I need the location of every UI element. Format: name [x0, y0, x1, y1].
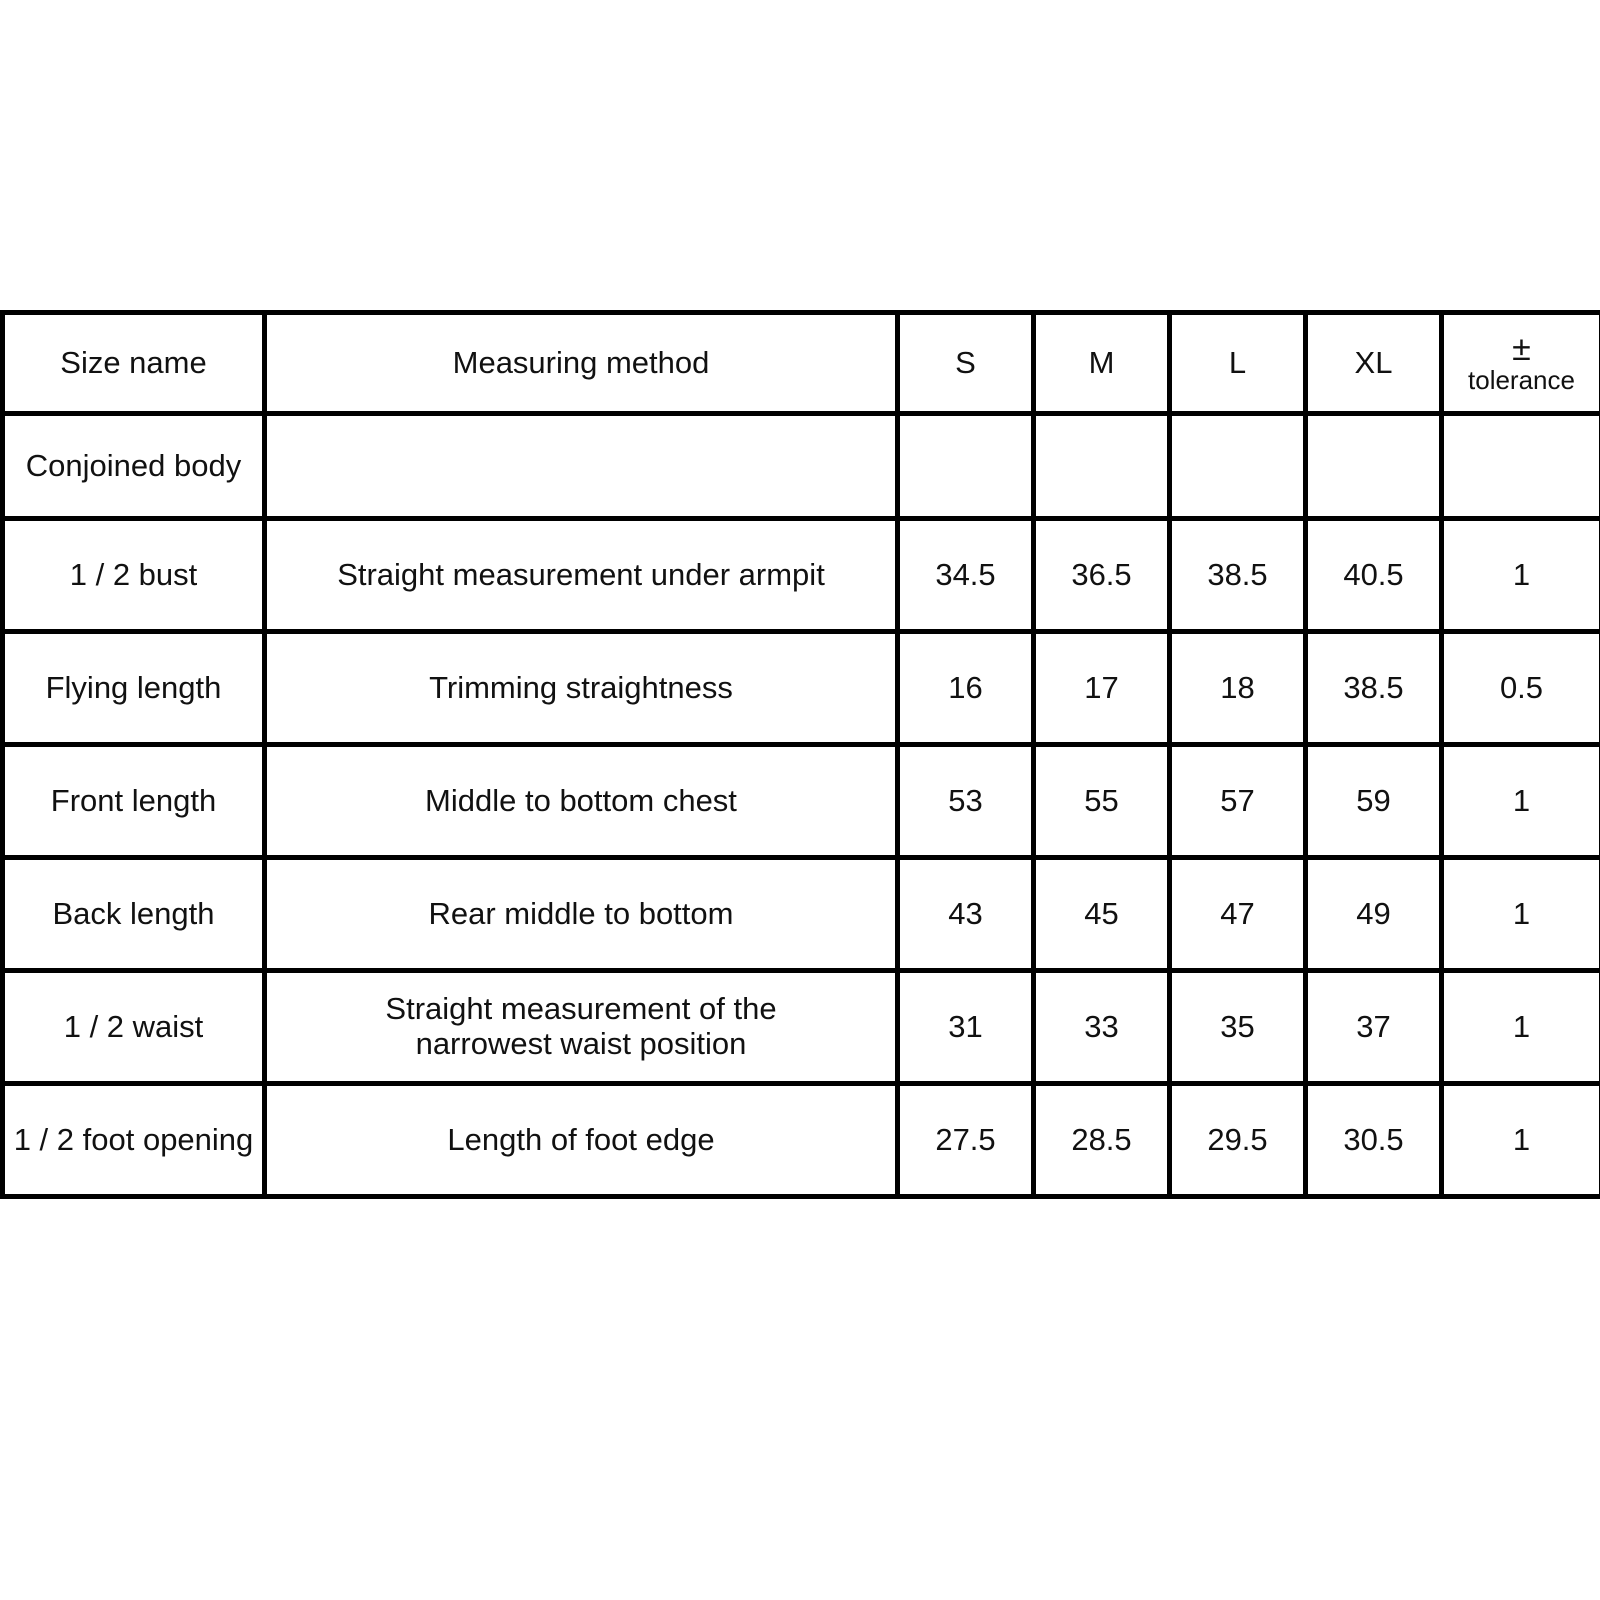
row-label-flying-length: Flying length	[3, 632, 265, 745]
row-value-m: 28.5	[1034, 1084, 1170, 1197]
plus-minus-icon: ±	[1512, 329, 1531, 368]
row-method-half-waist	[265, 971, 898, 1084]
row-tolerance: 0.5	[1442, 632, 1600, 745]
row-value-s: 31	[898, 971, 1034, 1084]
row-value-xl: 49	[1306, 858, 1442, 971]
table-row	[3, 745, 1600, 858]
row-tolerance: 1	[1442, 858, 1600, 971]
row-value-m: 36.5	[1034, 519, 1170, 632]
method-line-2: narrowest waist position	[415, 1026, 747, 1061]
tolerance-label: tolerance	[1468, 364, 1575, 395]
row-value-l: 35	[1170, 971, 1306, 1084]
row-value-m: 33	[1034, 971, 1170, 1084]
row-value-xl: 40.5	[1306, 519, 1442, 632]
row-value-l: 29.5	[1170, 1084, 1306, 1197]
row-method-flying-length: Trimming straightness	[265, 632, 898, 745]
header-tolerance	[1442, 313, 1600, 414]
row-value-s: 16	[898, 632, 1034, 745]
table-row	[3, 1084, 1600, 1197]
row-value-l: 18	[1170, 632, 1306, 745]
row-value-s: 43	[898, 858, 1034, 971]
header-measuring-method: Measuring method	[265, 313, 898, 414]
row-value-l: 38.5	[1170, 519, 1306, 632]
row-value-xl	[1306, 414, 1442, 519]
row-value-m: 55	[1034, 745, 1170, 858]
row-method-half-foot-opening: Length of foot edge	[265, 1084, 898, 1197]
row-value-m: 45	[1034, 858, 1170, 971]
row-tolerance: 1	[1442, 519, 1600, 632]
row-label-half-bust: 1 / 2 bust	[3, 519, 265, 632]
row-tolerance: 1	[1442, 971, 1600, 1084]
table-row	[3, 519, 1600, 632]
row-label-half-foot-opening: 1 / 2 foot opening	[3, 1084, 265, 1197]
method-line-1: Straight measurement of the	[385, 991, 777, 1027]
row-value-l: 57	[1170, 745, 1306, 858]
table-row	[3, 858, 1600, 971]
row-label-front-length: Front length	[3, 745, 265, 858]
row-value-s: 34.5	[898, 519, 1034, 632]
row-method-half-bust: Straight measurement under armpit	[265, 519, 898, 632]
row-value-xl: 37	[1306, 971, 1442, 1084]
row-label-half-waist: 1 / 2 waist	[3, 971, 265, 1084]
row-value-l: 47	[1170, 858, 1306, 971]
row-value-m	[1034, 414, 1170, 519]
header-size-xl: XL	[1306, 313, 1442, 414]
row-method-back-length: Rear middle to bottom	[265, 858, 898, 971]
row-method-conjoined-body	[265, 414, 898, 519]
row-value-m: 17	[1034, 632, 1170, 745]
row-value-xl: 38.5	[1306, 632, 1442, 745]
row-value-xl: 59	[1306, 745, 1442, 858]
size-chart-table	[0, 310, 1600, 1199]
row-value-xl: 30.5	[1306, 1084, 1442, 1197]
row-value-s	[898, 414, 1034, 519]
row-value-l	[1170, 414, 1306, 519]
header-size-m: M	[1034, 313, 1170, 414]
row-value-s: 27.5	[898, 1084, 1034, 1197]
table-row-section	[3, 414, 1600, 519]
row-method-front-length: Middle to bottom chest	[265, 745, 898, 858]
header-size-l: L	[1170, 313, 1306, 414]
row-tolerance: 1	[1442, 745, 1600, 858]
size-chart-container	[0, 310, 1600, 1199]
table-row	[3, 971, 1600, 1084]
row-tolerance	[1442, 414, 1600, 519]
row-label-back-length: Back length	[3, 858, 265, 971]
table-header-row	[3, 313, 1600, 414]
row-tolerance: 1	[1442, 1084, 1600, 1197]
header-size-s: S	[898, 313, 1034, 414]
row-label-conjoined-body: Conjoined body	[3, 414, 265, 519]
table-row	[3, 632, 1600, 745]
row-value-s: 53	[898, 745, 1034, 858]
header-size-name: Size name	[3, 313, 265, 414]
